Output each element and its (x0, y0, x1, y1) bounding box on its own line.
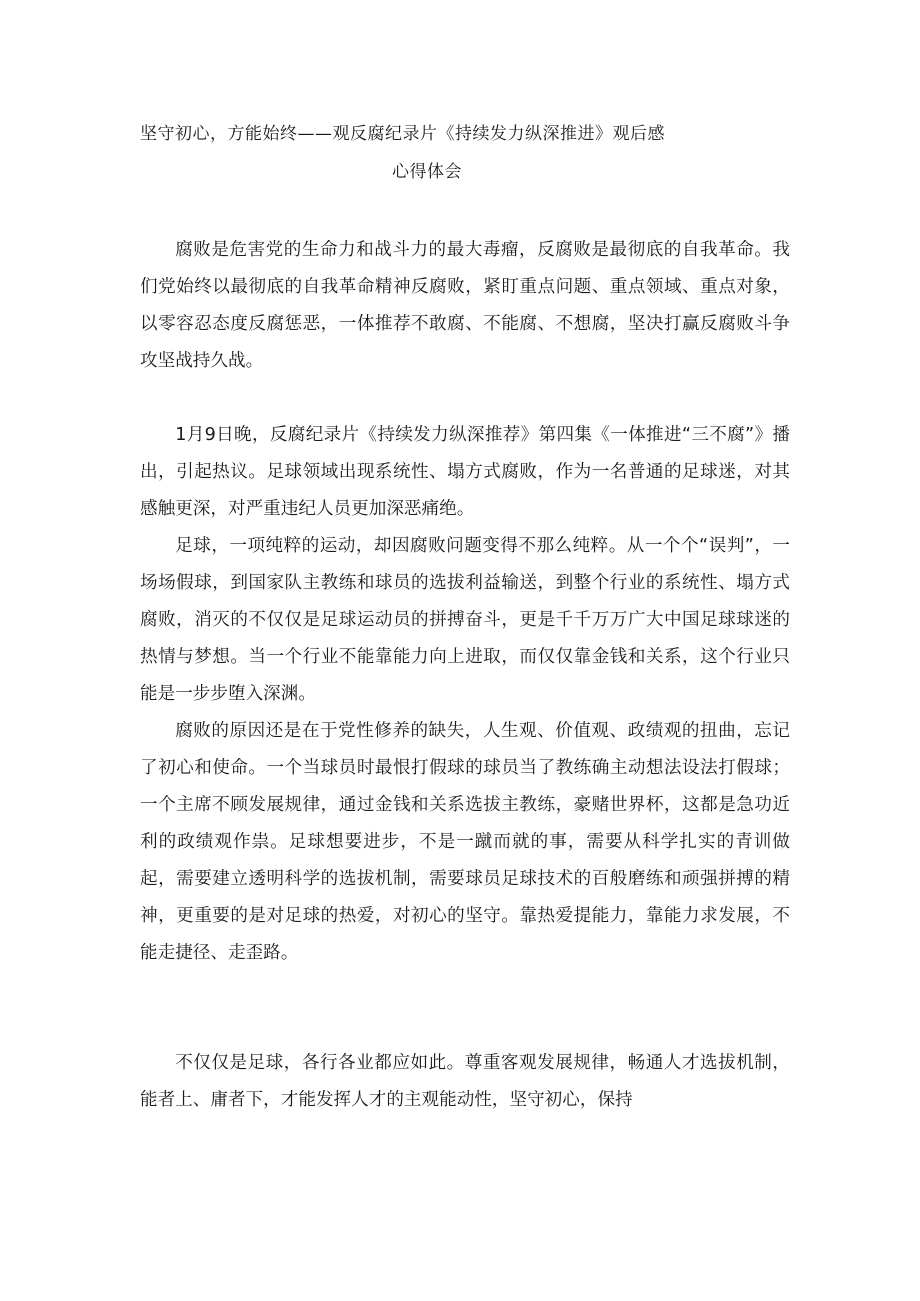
paragraph: 足球，一项纯粹的运动，却因腐败问题变得不那么纯粹。从一个个“误判”，一场场假球，到国家队主教练和球员的选拔利益输送，到整个行业的系统性、塌方式腐败，消灭的不仅仅是足球运动员的拼搏奋斗，更是千千万万广大中国足球球迷的热情与梦想。当一个行业不能靠能力向上进取，而仅仅靠金钱和关系，这个行业只能是一步步堕入深渊。 (140, 536, 790, 704)
document-subtitle: 心得体会 (392, 162, 462, 182)
paragraph: 腐败的原因还是在于党性修养的缺失，人生观、价值观、政绩观的扭曲，忘记了初心和使命。一个当球员时最恨打假球的球员当了教练确主动想法设法打假球；一个主席不顾发展规律，通过金钱和关系选拔主教练，豪赌世界杯，这都是急功近利的政绩观作祟。足球想要进步，不是一蹴而就的事，需要从科学扎实的青训做起，需要建立透明科学的选拔机制，需要球员足球技术的百般磨练和顽强拼搏的精神，更重要的是对足球的热爱，对初心的坚守。靠热爱提能力，靠能力求发展，不能走捷径、走歪路。 (140, 721, 790, 963)
paragraph: 1月9日晚，反腐纪录片《持续发力纵深推荐》第四集《一体推进“三不腐”》播出，引起热议。足球领域出现系统性、塌方式腐败，作为一名普通的足球迷，对其感触更深，对严重违纪人员更加深恶痛绝。 (140, 425, 790, 519)
document-title: 坚守初心，方能始终——观反腐纪录片《持续发力纵深推进》观后感 (140, 124, 665, 144)
paragraph: 腐败是危害党的生命力和战斗力的最大毒瘤，反腐败是最彻底的自我革命。我们党始终以最彻底的自我革命精神反腐败，紧盯重点问题、重点领域、重点对象，以零容忍态度反腐惩恶，一体推荐不敢腐、不能腐、不想腐，坚决打赢反腐败斗争攻坚战持久战。 (140, 240, 790, 371)
paragraph: 不仅仅是足球，各行各业都应如此。尊重客观发展规律，畅通人才选拔机制，能者上、庸者下，才能发挥人才的主观能动性，坚守初心，保持 (140, 1053, 790, 1110)
